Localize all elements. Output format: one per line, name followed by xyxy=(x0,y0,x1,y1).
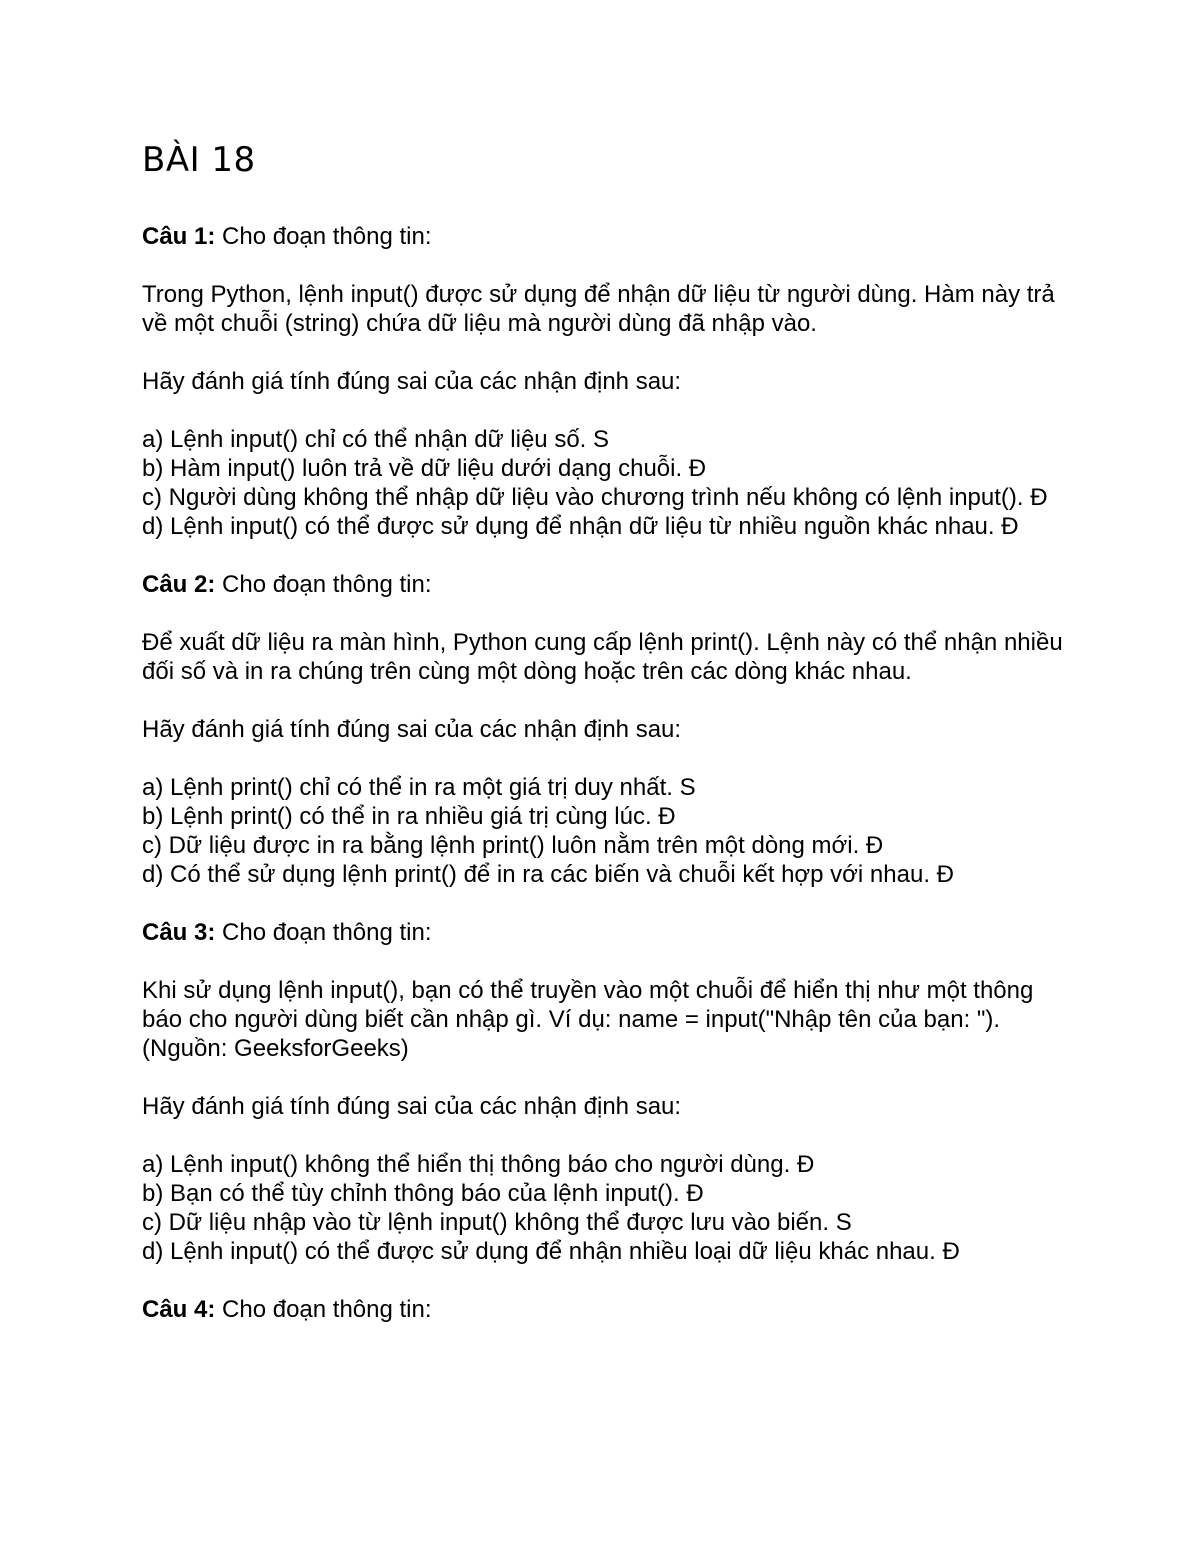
question-heading xyxy=(142,570,1072,599)
statement-c: c) Dữ liệu được in ra bằng lệnh print() luôn nằm trên một dòng mới. Đ xyxy=(142,832,884,859)
question-intro: Cho đoạn thông tin: xyxy=(215,223,432,250)
question-1 xyxy=(142,222,1072,541)
statement-c: c) Dữ liệu nhập vào từ lệnh input() không thể được lưu vào biến. S xyxy=(142,1209,852,1236)
question-label: Câu 2: xyxy=(142,571,216,598)
question-label: Câu 4: xyxy=(142,1296,216,1323)
statement-d: d) Lệnh input() có thể được sử dụng để nhận dữ liệu từ nhiều nguồn khác nhau. Đ xyxy=(142,513,1019,540)
question-paragraph: Khi sử dụng lệnh input(), bạn có thể truyền vào một chuỗi để hiển thị như một thông báo cho người dùng biết cần nhập gì. Ví dụ: name = input("Nhập tên của bạn: "). (Nguồn: GeeksforGeeks) xyxy=(142,977,1034,1062)
question-prompt: Hãy đánh giá tính đúng sai của các nhận định sau: xyxy=(142,1093,682,1120)
statement-list xyxy=(142,773,1072,889)
statement-d: d) Lệnh input() có thể được sử dụng để nhận nhiều loại dữ liệu khác nhau. Đ xyxy=(142,1238,960,1265)
statement-a: a) Lệnh input() không thể hiển thị thông báo cho người dùng. Đ xyxy=(142,1151,815,1178)
question-4 xyxy=(142,1295,1072,1324)
question-prompt: Hãy đánh giá tính đúng sai của các nhận định sau: xyxy=(142,716,682,743)
statement-c: c) Người dùng không thể nhập dữ liệu vào chương trình nếu không có lệnh input(). Đ xyxy=(142,484,1048,511)
question-intro: Cho đoạn thông tin: xyxy=(215,571,432,598)
question-heading xyxy=(142,1295,1072,1324)
statement-a: a) Lệnh print() chỉ có thể in ra một giá trị duy nhất. S xyxy=(142,774,696,801)
document-page xyxy=(142,140,1072,1353)
statement-b: b) Lệnh print() có thể in ra nhiều giá trị cùng lúc. Đ xyxy=(142,803,676,830)
statement-list xyxy=(142,425,1072,541)
statement-b: b) Bạn có thể tùy chỉnh thông báo của lệnh input(). Đ xyxy=(142,1180,704,1207)
question-heading xyxy=(142,222,1072,251)
question-label: Câu 3: xyxy=(142,919,216,946)
statement-d: d) Có thể sử dụng lệnh print() để in ra các biến và chuỗi kết hợp với nhau. Đ xyxy=(142,861,954,888)
page-title: BÀI 18 xyxy=(142,140,256,180)
question-prompt: Hãy đánh giá tính đúng sai của các nhận định sau: xyxy=(142,368,682,395)
statement-a: a) Lệnh input() chỉ có thể nhận dữ liệu số. S xyxy=(142,426,610,453)
statement-b: b) Hàm input() luôn trả về dữ liệu dưới dạng chuỗi. Đ xyxy=(142,455,707,482)
statement-list xyxy=(142,1150,1072,1266)
question-heading xyxy=(142,918,1072,947)
question-label: Câu 1: xyxy=(142,223,216,250)
question-paragraph: Trong Python, lệnh input() được sử dụng để nhận dữ liệu từ người dùng. Hàm này trả về một chuỗi (string) chứa dữ liệu mà người dùng đã nhập vào. xyxy=(142,281,1055,337)
question-intro: Cho đoạn thông tin: xyxy=(215,1296,432,1323)
question-paragraph: Để xuất dữ liệu ra màn hình, Python cung cấp lệnh print(). Lệnh này có thể nhận nhiều đối số và in ra chúng trên cùng một dòng hoặc trên các dòng khác nhau. xyxy=(142,629,1063,685)
question-intro: Cho đoạn thông tin: xyxy=(215,919,432,946)
question-3 xyxy=(142,918,1072,1266)
question-2 xyxy=(142,570,1072,889)
